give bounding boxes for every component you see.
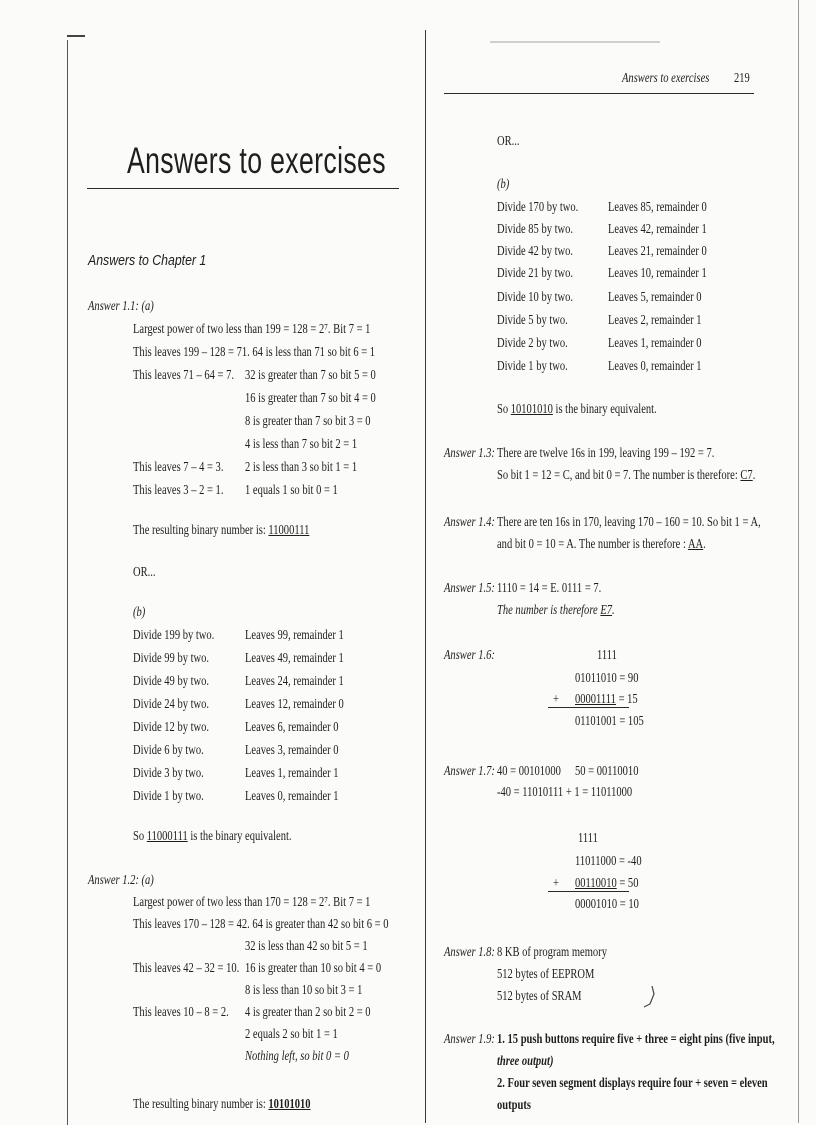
a12-div-op: Divide 2 by two. xyxy=(497,335,568,350)
a14-line-1: There are ten 16s in 170, leaving 170 – 160 = 10. So bit 1 = A, xyxy=(497,514,761,529)
a11-div-op: Divide 99 by two. xyxy=(133,650,210,665)
title-rule xyxy=(87,188,399,189)
a12-line-8: Nothing left, so bit 0 = 0 xyxy=(245,1048,349,1063)
a17-operand-1: 11011000 = -40 xyxy=(575,853,642,868)
a12-or: OR... xyxy=(497,133,520,148)
page-gutter-line xyxy=(425,30,426,1123)
a11-so-line: So 11000111 is the binary equivalent. xyxy=(133,828,292,843)
a11-b-label: (b) xyxy=(133,604,146,619)
a12-div-op: Divide 1 by two. xyxy=(497,358,568,373)
a17-line-1a: 40 = 00101000 xyxy=(497,763,561,778)
a12-result: The resulting binary number is: 10101010 xyxy=(133,1096,311,1111)
a12-b-label: (b) xyxy=(497,176,510,191)
a13-line-1: There are twelve 16s in 199, leaving 199 – 192 = 7. xyxy=(497,445,715,460)
a11-line-8b: 1 equals 1 so bit 0 = 1 xyxy=(245,482,338,497)
a12-div-op: Divide 21 by two. xyxy=(497,265,574,280)
chapter-heading: Answers to Chapter 1 xyxy=(88,252,207,269)
a12-div-res: Leaves 2, remainder 1 xyxy=(608,312,702,327)
a12-div-res: Leaves 42, remainder 1 xyxy=(608,221,707,236)
a18-line-3: 512 bytes of SRAM xyxy=(497,988,582,1003)
a12-div-res: Leaves 0, remainder 1 xyxy=(608,358,702,373)
a11-line-7a: This leaves 7 – 4 = 3. xyxy=(133,459,224,474)
pen-mark xyxy=(640,984,660,1010)
a11-or: OR... xyxy=(133,564,156,579)
a11-div-res: Leaves 12, remainder 0 xyxy=(245,696,344,711)
a12-line-1: Largest power of two less than 170 = 128 = 2⁷. Bit 7 = 1 xyxy=(133,894,371,909)
answer-1-9-label: Answer 1.9: xyxy=(444,1031,495,1046)
a12-div-op: Divide 170 by two. xyxy=(497,199,579,214)
a17-plus: + xyxy=(553,875,559,890)
a16-sum-rule xyxy=(548,707,629,708)
a11-div-op: Divide 24 by two. xyxy=(133,696,210,711)
answer-1-3-label: Answer 1.3: xyxy=(444,445,495,460)
a17-sum-rule xyxy=(548,891,629,892)
answer-1-7-label: Answer 1.7: xyxy=(444,763,495,778)
a18-line-2: 512 bytes of EEPROM xyxy=(497,966,595,981)
a16-plus: + xyxy=(553,691,559,706)
a12-line-4b: 16 is greater than 10 so bit 4 = 0 xyxy=(245,960,382,975)
a11-line-8a: This leaves 3 – 2 = 1. xyxy=(133,482,224,497)
a17-operand-2: 00110010 = 50 xyxy=(575,875,639,890)
a12-div-res: Leaves 10, remainder 1 xyxy=(608,265,707,280)
a11-div-op: Divide 1 by two. xyxy=(133,788,204,803)
a19-line-3: 2. Four seven segment displays require four + seven = eleven xyxy=(497,1075,768,1090)
a13-line-2: So bit 1 = 12 = C, and bit 0 = 7. The number is therefore: C7. xyxy=(497,467,756,482)
answer-1-6-label: Answer 1.6: xyxy=(444,647,495,662)
a11-line-3b: 32 is greater than 7 so bit 5 = 0 xyxy=(245,367,376,382)
a11-line-5: 8 is greater than 7 so bit 3 = 0 xyxy=(245,413,371,428)
a14-line-2: and bit 0 = 10 = A. The number is therefore : AA. xyxy=(497,536,706,551)
a11-div-op: Divide 12 by two. xyxy=(133,719,210,734)
a12-div-op: Divide 42 by two. xyxy=(497,243,574,258)
a12-div-op: Divide 5 by two. xyxy=(497,312,568,327)
a12-line-7: 2 equals 2 so bit 1 = 1 xyxy=(245,1026,338,1041)
a12-line-6b: 4 is greater than 2 so bit 2 = 0 xyxy=(245,1004,371,1019)
a11-div-res: Leaves 24, remainder 1 xyxy=(245,673,344,688)
a17-sum: 00001010 = 10 xyxy=(575,896,639,911)
a15-line-1: 1110 = 14 = E. 0111 = 7. xyxy=(497,580,602,595)
a11-div-res: Leaves 6, remainder 0 xyxy=(245,719,339,734)
a11-div-op: Divide 49 by two. xyxy=(133,673,210,688)
a11-div-res: Leaves 1, remainder 1 xyxy=(245,765,339,780)
a11-div-op: Divide 6 by two. xyxy=(133,742,204,757)
header-rule xyxy=(444,93,754,94)
a19-line-4: outputs xyxy=(497,1097,531,1112)
a16-carry: 1111 xyxy=(597,647,617,662)
a12-so-line: So 10101010 is the binary equivalent. xyxy=(497,401,657,416)
answer-1-4-label: Answer 1.4: xyxy=(444,514,495,529)
a19-line-2: three output) xyxy=(497,1053,554,1068)
a12-div-res: Leaves 5, remainder 0 xyxy=(608,289,702,304)
a16-sum: 01101001 = 105 xyxy=(575,713,644,728)
a11-line-7b: 2 is less than 3 so bit 1 = 1 xyxy=(245,459,358,474)
a11-div-res: Leaves 0, remainder 1 xyxy=(245,788,339,803)
a11-line-6: 4 is less than 7 so bit 2 = 1 xyxy=(245,436,358,451)
a16-operand-2: 00001111 = 15 xyxy=(575,691,638,706)
a11-div-op: Divide 3 by two. xyxy=(133,765,204,780)
answer-1-1-label: Answer 1.1: (a) xyxy=(88,298,154,313)
a12-line-6a: This leaves 10 – 8 = 2. xyxy=(133,1004,229,1019)
answer-1-8-label: Answer 1.8: xyxy=(444,944,495,959)
scan-smudge xyxy=(490,41,660,43)
corner-mark xyxy=(67,35,85,37)
a12-line-4a: This leaves 42 – 32 = 10. xyxy=(133,960,240,975)
binding-edge-left xyxy=(67,40,68,1125)
a12-div-res: Leaves 1, remainder 0 xyxy=(608,335,702,350)
a11-result: The resulting binary number is: 11000111 xyxy=(133,522,310,537)
a12-line-5: 8 is less than 10 so bit 3 = 1 xyxy=(245,982,363,997)
running-header: Answers to exercises xyxy=(622,70,710,85)
page-title: Answers to exercises xyxy=(127,140,386,181)
a18-line-1: 8 KB of program memory xyxy=(497,944,607,959)
a19-line-1: 1. 15 push buttons require five + three = eight pins (five input, xyxy=(497,1031,775,1046)
a11-line-2: This leaves 199 – 128 = 71. 64 is less than 71 so bit 6 = 1 xyxy=(133,344,376,359)
page-number: 219 xyxy=(734,70,750,85)
a17-line-1b: 50 = 00110010 xyxy=(575,763,639,778)
a11-line-4: 16 is greater than 7 so bit 4 = 0 xyxy=(245,390,376,405)
a17-line-2: -40 = 11010111 + 1 = 11011000 xyxy=(497,784,633,799)
a11-div-res: Leaves 49, remainder 1 xyxy=(245,650,344,665)
a11-line-1: Largest power of two less than 199 = 128 = 2⁷. Bit 7 = 1 xyxy=(133,321,371,336)
answer-1-2-label: Answer 1.2: (a) xyxy=(88,872,154,887)
a17-carry: 1111 xyxy=(578,830,598,845)
a12-div-res: Leaves 21, remainder 0 xyxy=(608,243,707,258)
right-edge-line xyxy=(798,0,799,1123)
a12-line-3: 32 is less than 42 so bit 5 = 1 xyxy=(245,938,368,953)
a11-line-3a: This leaves 71 – 64 = 7. xyxy=(133,367,234,382)
a12-div-res: Leaves 85, remainder 0 xyxy=(608,199,707,214)
a15-line-2: The number is therefore E7. xyxy=(497,602,615,617)
answer-1-5-label: Answer 1.5: xyxy=(444,580,495,595)
a11-div-op: Divide 199 by two. xyxy=(133,627,215,642)
a12-div-op: Divide 85 by two. xyxy=(497,221,574,236)
a11-div-res: Leaves 99, remainder 1 xyxy=(245,627,344,642)
a12-line-2: This leaves 170 – 128 = 42. 64 is greater than 42 so bit 6 = 0 xyxy=(133,916,389,931)
a16-operand-1: 01011010 = 90 xyxy=(575,670,639,685)
a12-div-op: Divide 10 by two. xyxy=(497,289,574,304)
a11-div-res: Leaves 3, remainder 0 xyxy=(245,742,339,757)
